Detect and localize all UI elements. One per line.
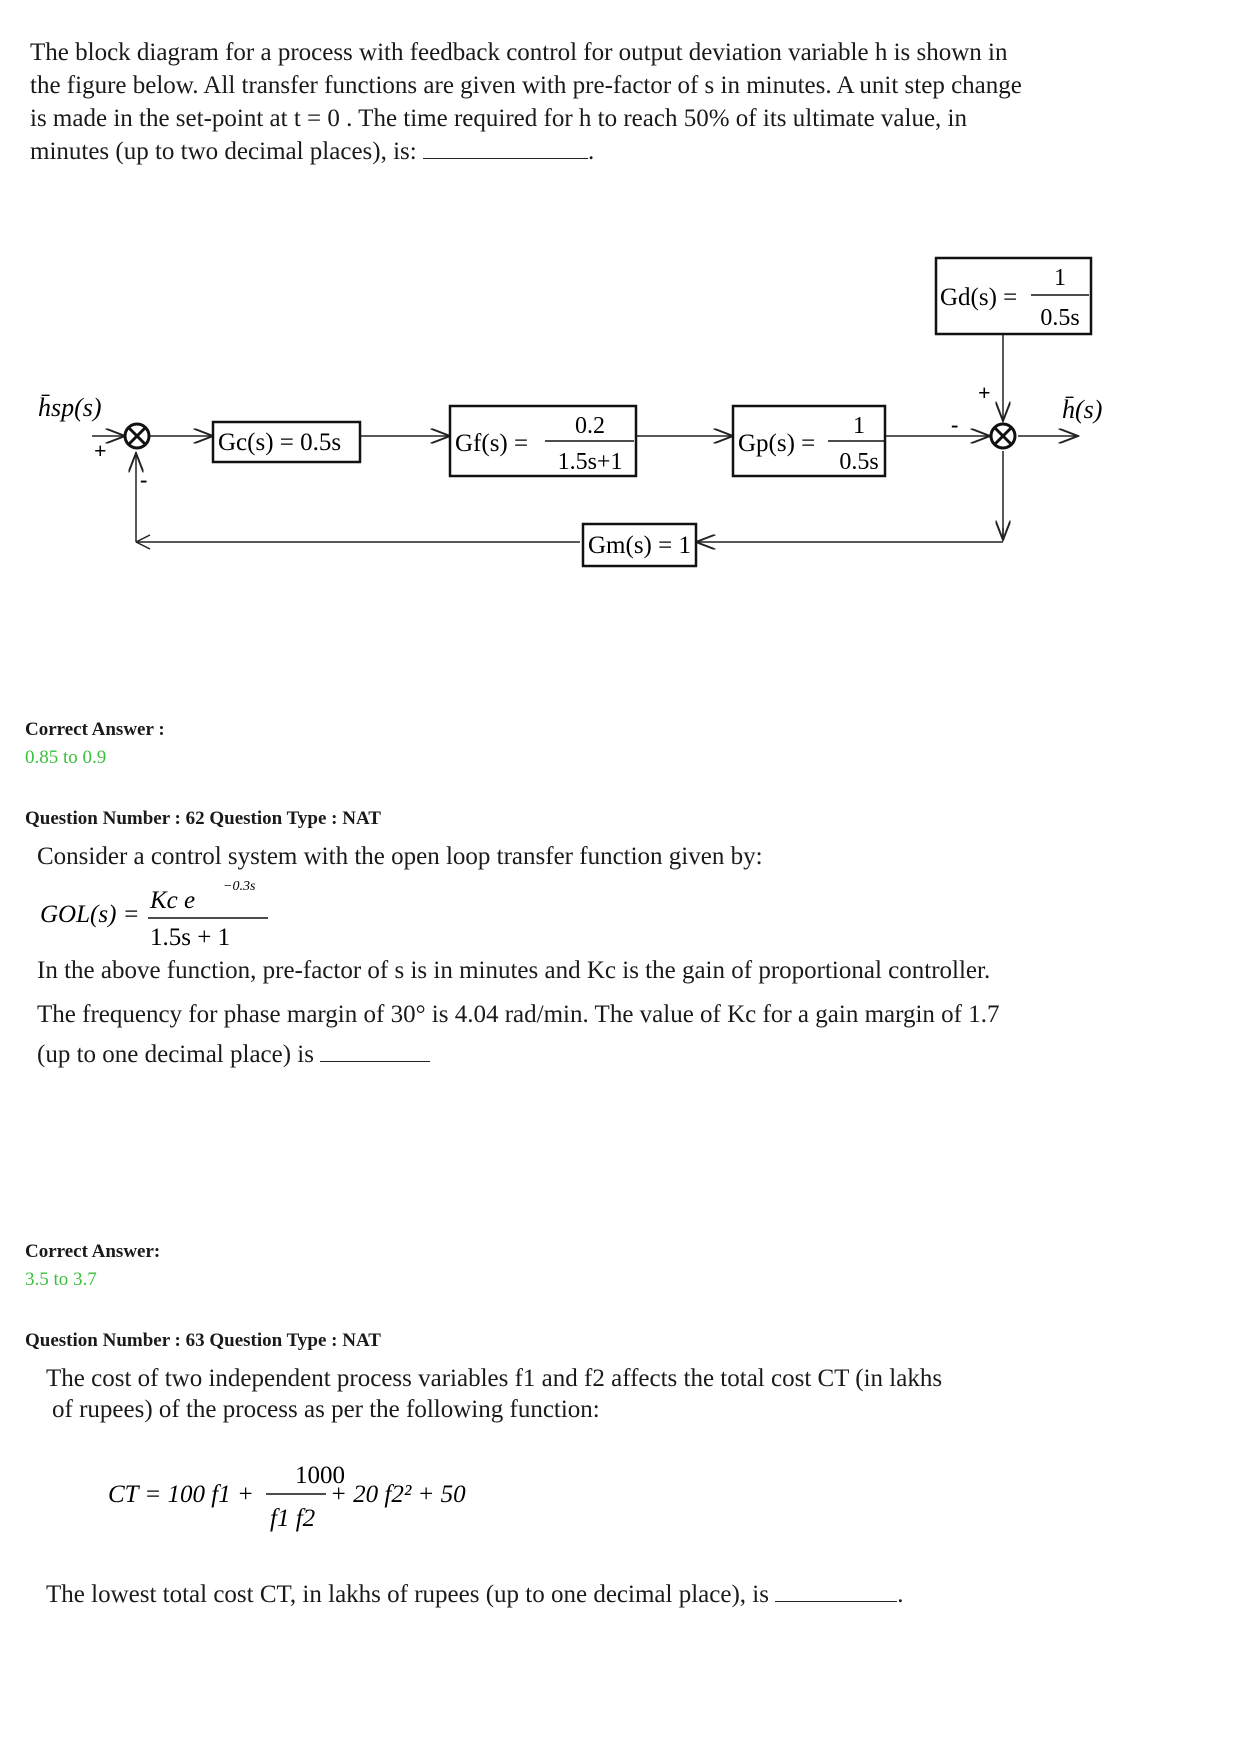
q62-formula-lhs: GOL(s) = — [40, 901, 140, 928]
q62-line-2: The frequency for phase margin of 30° is 4.04 rad/min. The value of Kc for a gain margin of 1.7 — [37, 1001, 1000, 1028]
q62-answer-blank — [320, 1039, 430, 1062]
q62-intro: Consider a control system with the open loop transfer function given by: — [37, 843, 763, 870]
q62-answer-label: Correct Answer: — [25, 1241, 161, 1262]
q63-formula-denominator: f1 f2 — [270, 1505, 316, 1532]
sum1-minus-sign: - — [140, 467, 148, 492]
q61-answer-value: 0.85 to 0.9 — [25, 747, 107, 768]
q63-formula — [100, 1450, 520, 1540]
gd-numerator: 1 — [1054, 265, 1066, 291]
gf-numerator: 0.2 — [575, 413, 605, 439]
q62-header: Question Number : 62 Question Type : NAT — [25, 808, 381, 829]
summing-junction-2 — [991, 424, 1015, 448]
q62-formula-exponent: −0.3s — [223, 879, 256, 894]
sum1-plus-sign: + — [94, 438, 107, 463]
q61-line-1: The block diagram for a process with feedback control for output deviation variable h is shown in — [30, 39, 1008, 66]
q61-line-4: minutes (up to two decimal places), is: — [30, 138, 417, 165]
gp-lhs: Gp(s) = — [738, 430, 816, 457]
gd-denominator: 0.5s — [1040, 305, 1080, 331]
q61-text: The block diagram for a process with feedback control for output deviation variable h is shown in the figure below. All transfer functions are given with pre-factor of s in minutes. A unit step change is made in the set-point at t = 0 . The time required for h to reach 50% of its ultimate value, in minutes (up to two decimal places), is: . — [30, 36, 1150, 168]
q61-line-3: is made in the set-point at t = 0 . The time required for h to reach 50% of its ultimate value, in — [30, 105, 967, 132]
gf-denominator: 1.5s+1 — [557, 449, 623, 475]
q62-formula — [30, 872, 290, 952]
gf-lhs: Gf(s) = — [455, 430, 529, 457]
q63-formula-numerator: 1000 — [295, 1462, 345, 1489]
input-label: h̄sp(s) — [38, 393, 102, 422]
q62-formula-denominator: 1.5s + 1 — [150, 924, 231, 951]
q63-last-line: The lowest total cost CT, in lakhs of rupees (up to one decimal place), is — [46, 1581, 769, 1608]
gp-numerator: 1 — [853, 413, 865, 439]
q62-answer-value: 3.5 to 3.7 — [25, 1269, 97, 1290]
q61-line-2: the figure below. All transfer functions are given with pre-factor of s in minutes. A unit step change — [30, 72, 1022, 99]
q62-formula-numerator: Kc e — [150, 887, 196, 914]
q63-formula-lhs: CT = 100 f1 + — [108, 1481, 254, 1508]
q63-answer-blank — [775, 1579, 897, 1602]
block-diagram — [0, 240, 1240, 580]
q63-formula-rest: + 20 f2² + 50 — [330, 1481, 466, 1508]
gm-label: Gm(s) = 1 — [588, 532, 691, 559]
q62-line-3: (up to one decimal place) is — [37, 1041, 314, 1068]
q61-answer-blank — [423, 136, 588, 159]
gc-label: Gc(s) = 0.5s — [218, 429, 342, 456]
summing-junction-1 — [125, 424, 149, 448]
sum2-minus-sign: - — [951, 412, 959, 437]
q61-answer-label: Correct Answer : — [25, 719, 165, 740]
output-label: h̄(s) — [1062, 395, 1103, 424]
q63-line-1: The cost of two independent process variables f1 and f2 affects the total cost CT (in lakhs — [46, 1365, 943, 1392]
gp-denominator: 0.5s — [839, 449, 879, 475]
q63-line-2: of rupees) of the process as per the following function: — [52, 1396, 600, 1423]
sum2-plus-sign: + — [978, 380, 991, 405]
q63-header: Question Number : 63 Question Type : NAT — [25, 1330, 381, 1351]
q62-line-1: In the above function, pre-factor of s is in minutes and Kc is the gain of proportional controller. — [37, 957, 991, 984]
gd-lhs: Gd(s) = — [940, 284, 1018, 311]
